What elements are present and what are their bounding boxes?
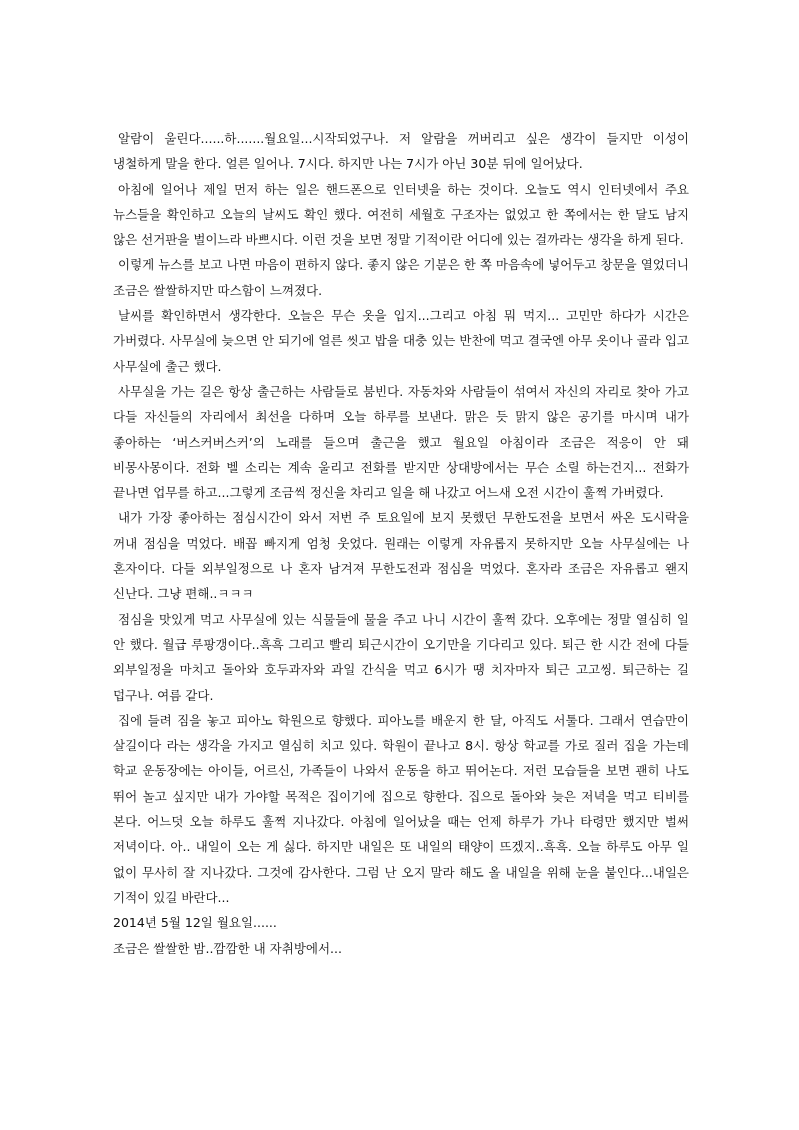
paragraph-commute: 사무실을 가는 길은 항상 출근하는 사람들로 붐빈다. 자동차와 사람들이 섞여서 자신의 자리로 찾아 가고 다들 자신들의 자리에서 최선을 다하며 오늘 하루를 보낸다. 맑은 듯 맑지 않은 공기를 마시며 내가 좋아하는 ‘버스커버스커’의 노래를 들으며 출근을 했고 월요일 아침이라 조금은 적응이 안 돼 비몽사몽이다. 전화 벨 소리는 계속 울리고 전화를 받지만 상대방에서는 무슨 소릴 하는건지... 전화가 끝나면 업무를 하고...그렇게 조금씩 정신을 차리고 일을 해 나갔고 어느새 오전 시간이 훌쩍 가버렸다. <box>113 383 689 501</box>
paragraph-lunch: 내가 가장 좋아하는 점심시간이 와서 저번 주 토요일에 보지 못했던 무한도전을 보면서 싸온 도시락을 꺼내 점심을 먹었다. 배꼽 빠지게 엄청 웃었다. 원래는 이렇게 자유롭지 못하지만 오늘 사무실에는 나 혼자이다. 다들 외부일정으로 나 혼자 남겨져 무한도전과 점심을 먹었다. 혼자라 조금은 자유롭고 왠지 신난다. 그냥 편해..ㅋㅋㅋ <box>113 510 689 602</box>
date-line: 2014년 5월 12일 월요일...... <box>113 915 277 931</box>
paragraph-weather: 날씨를 확인하면서 생각한다. 오늘은 무슨 옷을 입지...그리고 아침 뭐 먹지... 고민만 하다가 시간은 가버렸다. 사무실에 늦으면 안 되기에 얼른 씻고 밥을 대충 있는 반찬에 먹고 결국엔 아무 옷이나 골라 입고 사무실에 출근 했다. <box>113 308 689 374</box>
paragraph-alarm: 알람이 울린다......하.......월요일...시작되었구나. 저 알람을 꺼버리고 싶은 생각이 들지만 이성이 냉철하게 말을 한다. 얼른 일어나. 7시다. 하지만 나는 7시가 아닌 30분 뒤에 일어났다. <box>113 131 689 172</box>
closing-line: 조금은 쌀쌀한 밤..깜깜한 내 자취방에서... <box>113 940 342 956</box>
paragraph-evening: 집에 들려 짐을 놓고 피아노 학원으로 향했다. 피아노를 배운지 한 달, 아직도 서툴다. 그래서 연습만이 살길이다 라는 생각을 가지고 열심히 치고 있다. 학원이 끝나고 8시. 항상 학교를 가로 질러 집을 가는데 학교 운동장에는 아이들, 어르신, 가족들이 나와서 운동을 하고 뛰어논다. 저런 모습들을 보면 괜히 나도 뛰어 놀고 싶지만 내가 가야할 목적은 집이기에 집으로 향한다. 집으로 돌아와 늦은 저녁을 먹고 티비를 본다. 어느덧 오늘 하루도 훌쩍 지나갔다. 아침에 일어났을 때는 언제 하루가 가나 타령만 했지만 벌써 저녁이다. 아.. 내일이 오는 게 싫다. 하지만 내일은 또 내일의 태양이 뜨겠지..흑흑. 오늘 하루도 아무 일 없이 무사히 잘 지나갔다. 그것에 감사한다. 그럼 난 오지 말라 해도 올 내일을 위해 눈을 붙인다...내일은 기적이 있길 바란다... <box>113 712 689 905</box>
paragraph-afternoon: 점심을 맛있게 먹고 사무실에 있는 식물들에 물을 주고 나니 시간이 훌쩍 갔다. 오후에는 정말 열심히 일 안 했다. 월급 루팡갱이다..흑흑 그리고 빨리 퇴근시간이 오기만을 기다리고 있다. 퇴근 한 시간 전에 다들 외부일정을 마치고 돌아와 호두과자와 과일 간식을 먹고 6시가 땡 치자마자 퇴근 고고씽. 퇴근하는 길 덥구나. 여름 같다. <box>113 611 689 703</box>
paragraph-window: 이렇게 뉴스를 보고 나면 마음이 편하지 않다. 좋지 않은 기분은 한 쪽 마음속에 넣어두고 창문을 열었더니 조금은 쌀쌀하지만 따스함이 느껴졌다. <box>113 257 689 298</box>
diary-body <box>113 126 689 961</box>
paragraph-morning-news: 아침에 일어나 제일 먼저 하는 일은 핸드폰으로 인터넷을 하는 것이다. 오늘도 역시 인터넷에서 주요 뉴스들을 확인하고 오늘의 날씨도 확인 했다. 여전히 세월호 구조자는 없었고 한 쪽에서는 한 달도 남지 않은 선거판을 벌이느라 바쁘시다. 이런 것을 보면 정말 기적이란 어디에 있는 걸까라는 생각을 하게 된다. <box>113 181 689 248</box>
